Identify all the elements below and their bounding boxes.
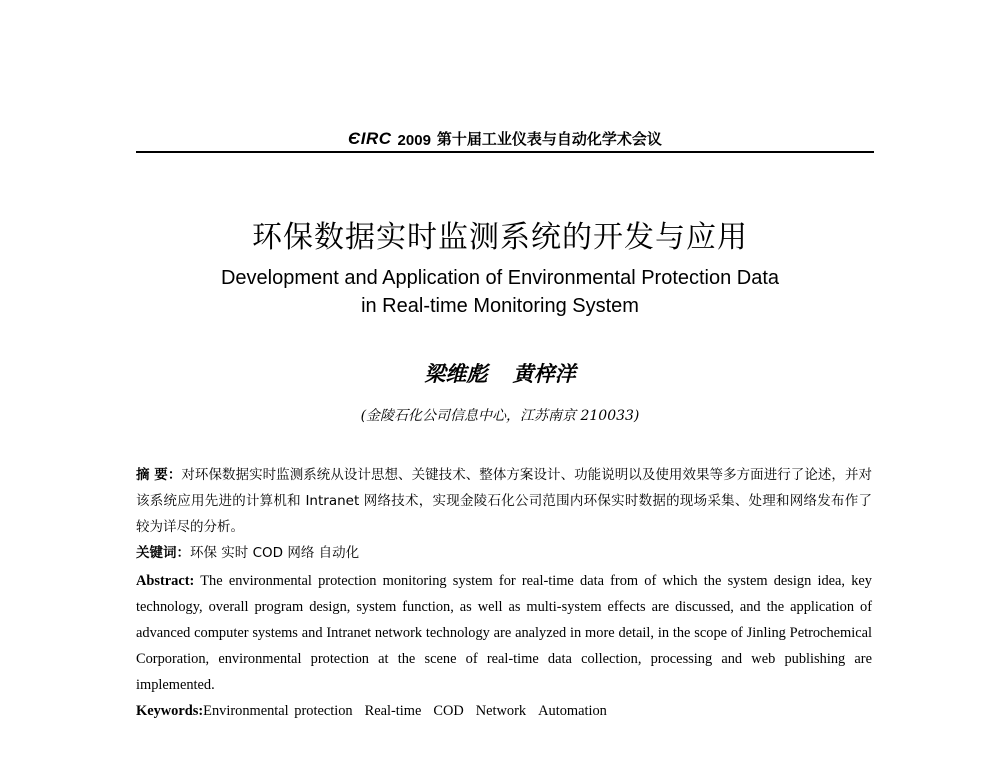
abstract-chinese-label: 摘 要： (136, 467, 182, 483)
paper-title-english-line2: in Real-time Monitoring System (361, 295, 639, 317)
conference-year: 2009 (397, 132, 431, 149)
abstract-chinese (136, 462, 872, 540)
paper-title-english (0, 264, 1000, 320)
keywords-chinese (136, 540, 872, 566)
abstract-english-text: The environmental protection monitoring system for real-time data from of which the system design idea, key technology, overall program design, system function, as well as multi-system effects are discussed, and the application of advanced computer systems and Intranet network technology are analyzed in more detail, in the scope of Jinling Petrochemical Corporation, environmental protection at the scene of real-time data collection, processing and web publishing are implemented. (136, 573, 872, 693)
keyword-item: Automation (538, 703, 607, 719)
keywords-chinese-text: 环保 实时 COD 网络 自动化 (190, 545, 360, 561)
keywords-english-label: Keywords: (136, 703, 204, 719)
affiliation: (金陵石化公司信息中心，江苏南京 210033) (360, 408, 640, 424)
paper-title-chinese: 环保数据实时监测系统的开发与应用 (252, 220, 748, 255)
conference-name: 第十届工业仪表与自动化学术会议 (436, 130, 662, 148)
conference-logo: ЄIRC (348, 129, 392, 148)
abstract-chinese-text: 对环保数据实时监测系统从设计思想、关键技术、整体方案设计、功能说明以及使用效果等多方面进行了论述，并对该系统应用先进的计算机和 Intranet 网络技术，实现金陵石化公司范围内环保实时数据的现场采集、处理和网络发布作了较为详尽的分析。 (136, 467, 873, 535)
conference-header (136, 123, 874, 153)
keywords-chinese-label: 关键词： (136, 545, 190, 561)
authors: 梁维彪 黄梓洋 (424, 361, 576, 386)
keyword-item: Network (475, 703, 527, 719)
paper-title-english-line1: Development and Application of Environmental Protection Data (220, 267, 780, 289)
keywords-english (136, 698, 872, 724)
keyword-item: Real-time (364, 703, 422, 719)
keyword-item: COD (433, 703, 464, 719)
abstract-english (136, 568, 872, 698)
abstract-english-label: Abstract: (136, 573, 195, 589)
abstract-section (136, 462, 872, 724)
keyword-item: Environmental protection (203, 703, 353, 719)
